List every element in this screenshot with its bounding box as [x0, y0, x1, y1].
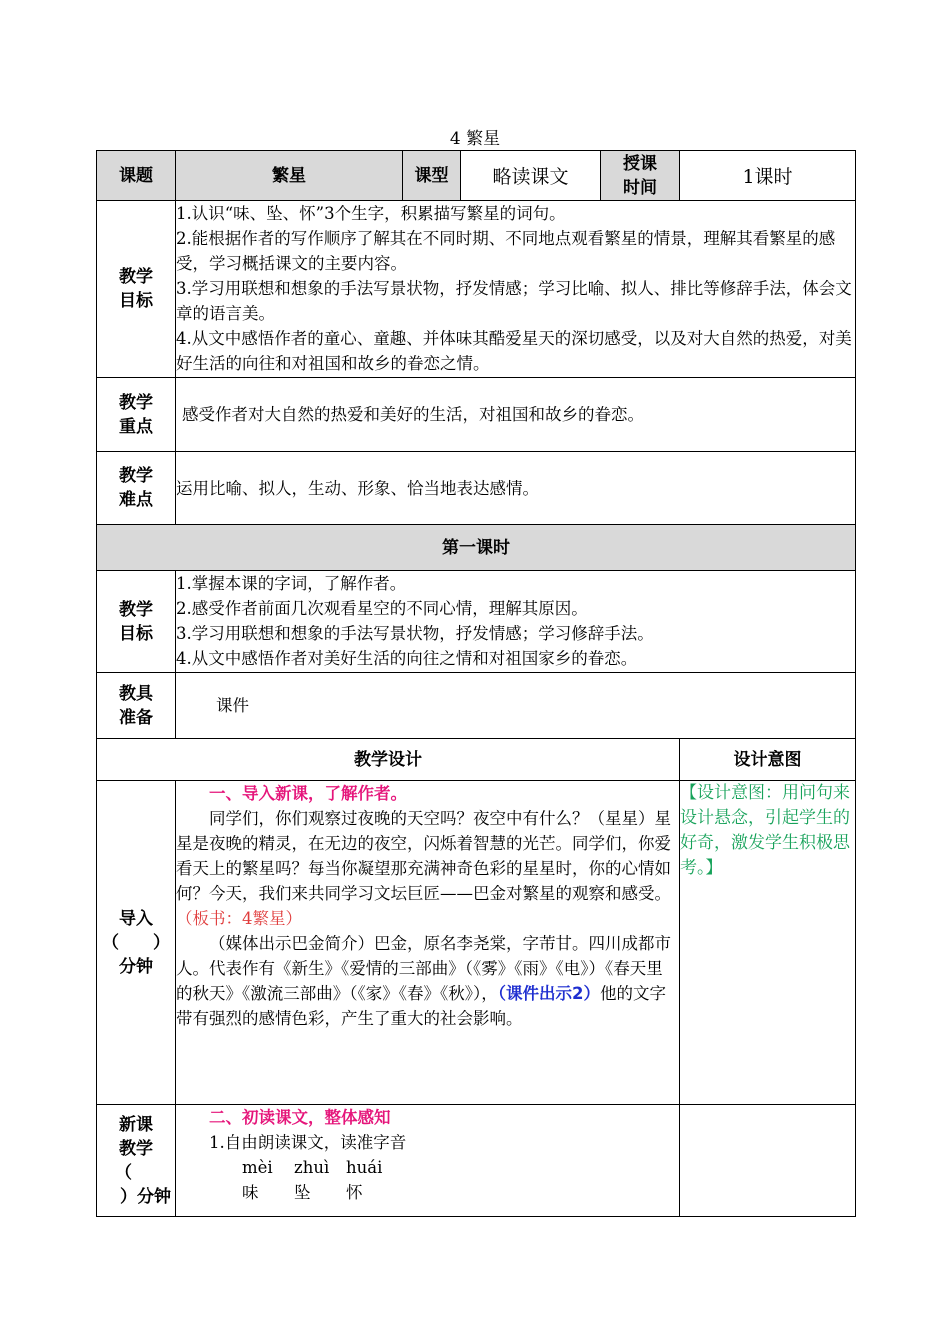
tools-label-line-1: 教具	[119, 683, 153, 704]
character-item: 坠	[294, 1183, 311, 1202]
intro-paragraph-2: （媒体出示巴金简介）巴金，原名李尧棠，字芾甘。四川成都市人。代表作有《新生》《爱情的三部曲》（《雾》《雨》《电》）《春天里的秋天》《激流三部曲》（《家》《春》《秋》），（课件出示2）他的文字带有强烈的感情色彩，产生了重大的社会影响。	[176, 934, 671, 1028]
intro-row	[97, 781, 856, 1105]
intent-column-header: 设计意图	[680, 739, 856, 781]
topic-value: 繁星	[176, 151, 403, 201]
lesson-one-heading: 第一课时	[97, 525, 856, 571]
goal-item: 2.能根据作者的写作顺序了解其在不同时期、不同地点观看繁星的情景，理解其看繁星的感受，学习概括课文的主要内容。	[176, 229, 836, 273]
header-row	[97, 151, 856, 201]
intro-heading: 一、导入新课，了解作者。	[209, 784, 407, 803]
goals-label-line-1: 教学	[119, 267, 153, 287]
goals-label-line-2: 目标	[119, 291, 153, 311]
tools-label-line-2: 准备	[119, 707, 153, 728]
new-lesson-intent	[680, 1105, 856, 1217]
intro-intent: 【设计意图：用问句来设计悬念，引起学生的好奇，激发学生积极思考。】	[680, 781, 856, 1105]
goals-label	[97, 201, 176, 378]
goal-item: 4.从文中感悟作者的童心、童趣、并体味其酷爱星天的深切感受，以及对大自然的热爱，对美好生活的向往和对祖国和故乡的眷恋之情。	[176, 329, 852, 373]
lesson-one-goals-label-line-1: 教学	[119, 599, 153, 620]
new-lesson-label-line-2: 教学	[119, 1138, 153, 1159]
difficulties-label-line-2: 难点	[119, 490, 153, 510]
new-lesson-label	[97, 1105, 176, 1217]
lesson-one-goals-label	[97, 571, 176, 673]
intro-label	[97, 781, 176, 1105]
document-title: 4 繁星	[449, 129, 501, 149]
new-lesson-label-line-3: （	[115, 1162, 132, 1183]
goal-item: 1.认识“味、坠、怀”3个生字，积累描写繁星的词句。	[176, 204, 566, 223]
key-points-label-line-1: 教学	[119, 392, 153, 413]
board-note: （板书：4繁星）	[176, 909, 302, 928]
new-lesson-heading: 二、初读课文，整体感知	[209, 1108, 391, 1127]
topic-label: 课题	[97, 151, 176, 201]
new-lesson-row	[97, 1105, 856, 1217]
key-points-label-line-2: 重点	[119, 416, 153, 437]
time-label-line-2: 时间	[623, 177, 657, 198]
time-value: 1课时	[680, 151, 856, 201]
new-lesson-label-line-4: ）分钟	[120, 1186, 171, 1207]
type-value: 略读课文	[461, 151, 601, 201]
design-column-header: 教学设计	[97, 739, 680, 781]
pinyin-item: mèi	[242, 1158, 273, 1177]
lesson-one-heading-row	[97, 525, 856, 571]
tools-text: 课件	[176, 673, 856, 739]
new-lesson-label-line-1: 新课	[119, 1114, 153, 1135]
new-lesson-content	[176, 1105, 680, 1217]
lesson-one-goals-row	[97, 571, 856, 673]
lesson-goal-item: 4.从文中感悟作者对美好生活的向往之情和对祖国家乡的眷恋。	[176, 649, 638, 668]
goal-item: 3.学习用联想和想象的手法写景状物，抒发情感；学习比喻、拟人、排比等修辞手法，体会文章的语言美。	[176, 279, 852, 323]
courseware-note: （课件出示2）	[497, 984, 600, 1003]
goals-row	[97, 201, 856, 378]
difficulties-label	[97, 452, 176, 525]
time-label-line-1: 授课	[623, 153, 657, 174]
pinyin-item: huái	[346, 1158, 383, 1177]
character-item: 味	[242, 1183, 259, 1202]
difficulties-text: 运用比喻、拟人，生动、形象、恰当地表达感情。	[176, 452, 856, 525]
difficulties-label-line-1: 教学	[119, 466, 153, 486]
intro-label-line-1: 导入	[119, 908, 153, 929]
character-row	[176, 1180, 679, 1205]
tools-label	[97, 673, 176, 739]
intro-content	[176, 781, 680, 1105]
pinyin-row	[176, 1155, 679, 1180]
tools-row	[97, 673, 856, 739]
time-label	[601, 151, 680, 201]
type-label: 课型	[403, 151, 461, 201]
difficulties-row	[97, 452, 856, 525]
lesson-one-goals-label-line-2: 目标	[119, 623, 153, 644]
lesson-plan-table	[96, 150, 856, 1217]
key-points-text: 感受作者对大自然的热爱和美好的生活，对祖国和故乡的眷恋。	[176, 378, 856, 452]
pinyin-item: zhuì	[294, 1158, 330, 1177]
key-points-label	[97, 378, 176, 452]
intro-label-line-2: （ ）	[102, 932, 170, 953]
goals-content	[176, 201, 856, 378]
key-points-row	[97, 378, 856, 452]
lesson-goal-item: 1.掌握本课的字词，了解作者。	[176, 574, 407, 593]
lesson-one-goals-content	[176, 571, 856, 673]
design-header-row	[97, 739, 856, 781]
intro-label-line-3: 分钟	[119, 956, 153, 977]
character-item: 怀	[346, 1183, 363, 1202]
lesson-goal-item: 2.感受作者前面几次观看星空的不同心情，理解其原因。	[176, 599, 588, 618]
new-lesson-step-1: 1.自由朗读课文，读准字音	[209, 1133, 407, 1152]
intro-paragraph-1: 同学们，你们观察过夜晚的天空吗？夜空中有什么？（星星）星星是夜晚的精灵，在无边的夜空，闪烁着智慧的光芒。同学们，你爱看天上的繁星吗？每当你凝望那充满神奇色彩的星星时，你的心情如何？今天，我们来共同学习文坛巨匠——巴金对繁星的观察和感受。（板书：4繁星）	[176, 809, 671, 928]
lesson-goal-item: 3.学习用联想和想象的手法写景状物，抒发情感；学习修辞手法。	[176, 624, 654, 643]
